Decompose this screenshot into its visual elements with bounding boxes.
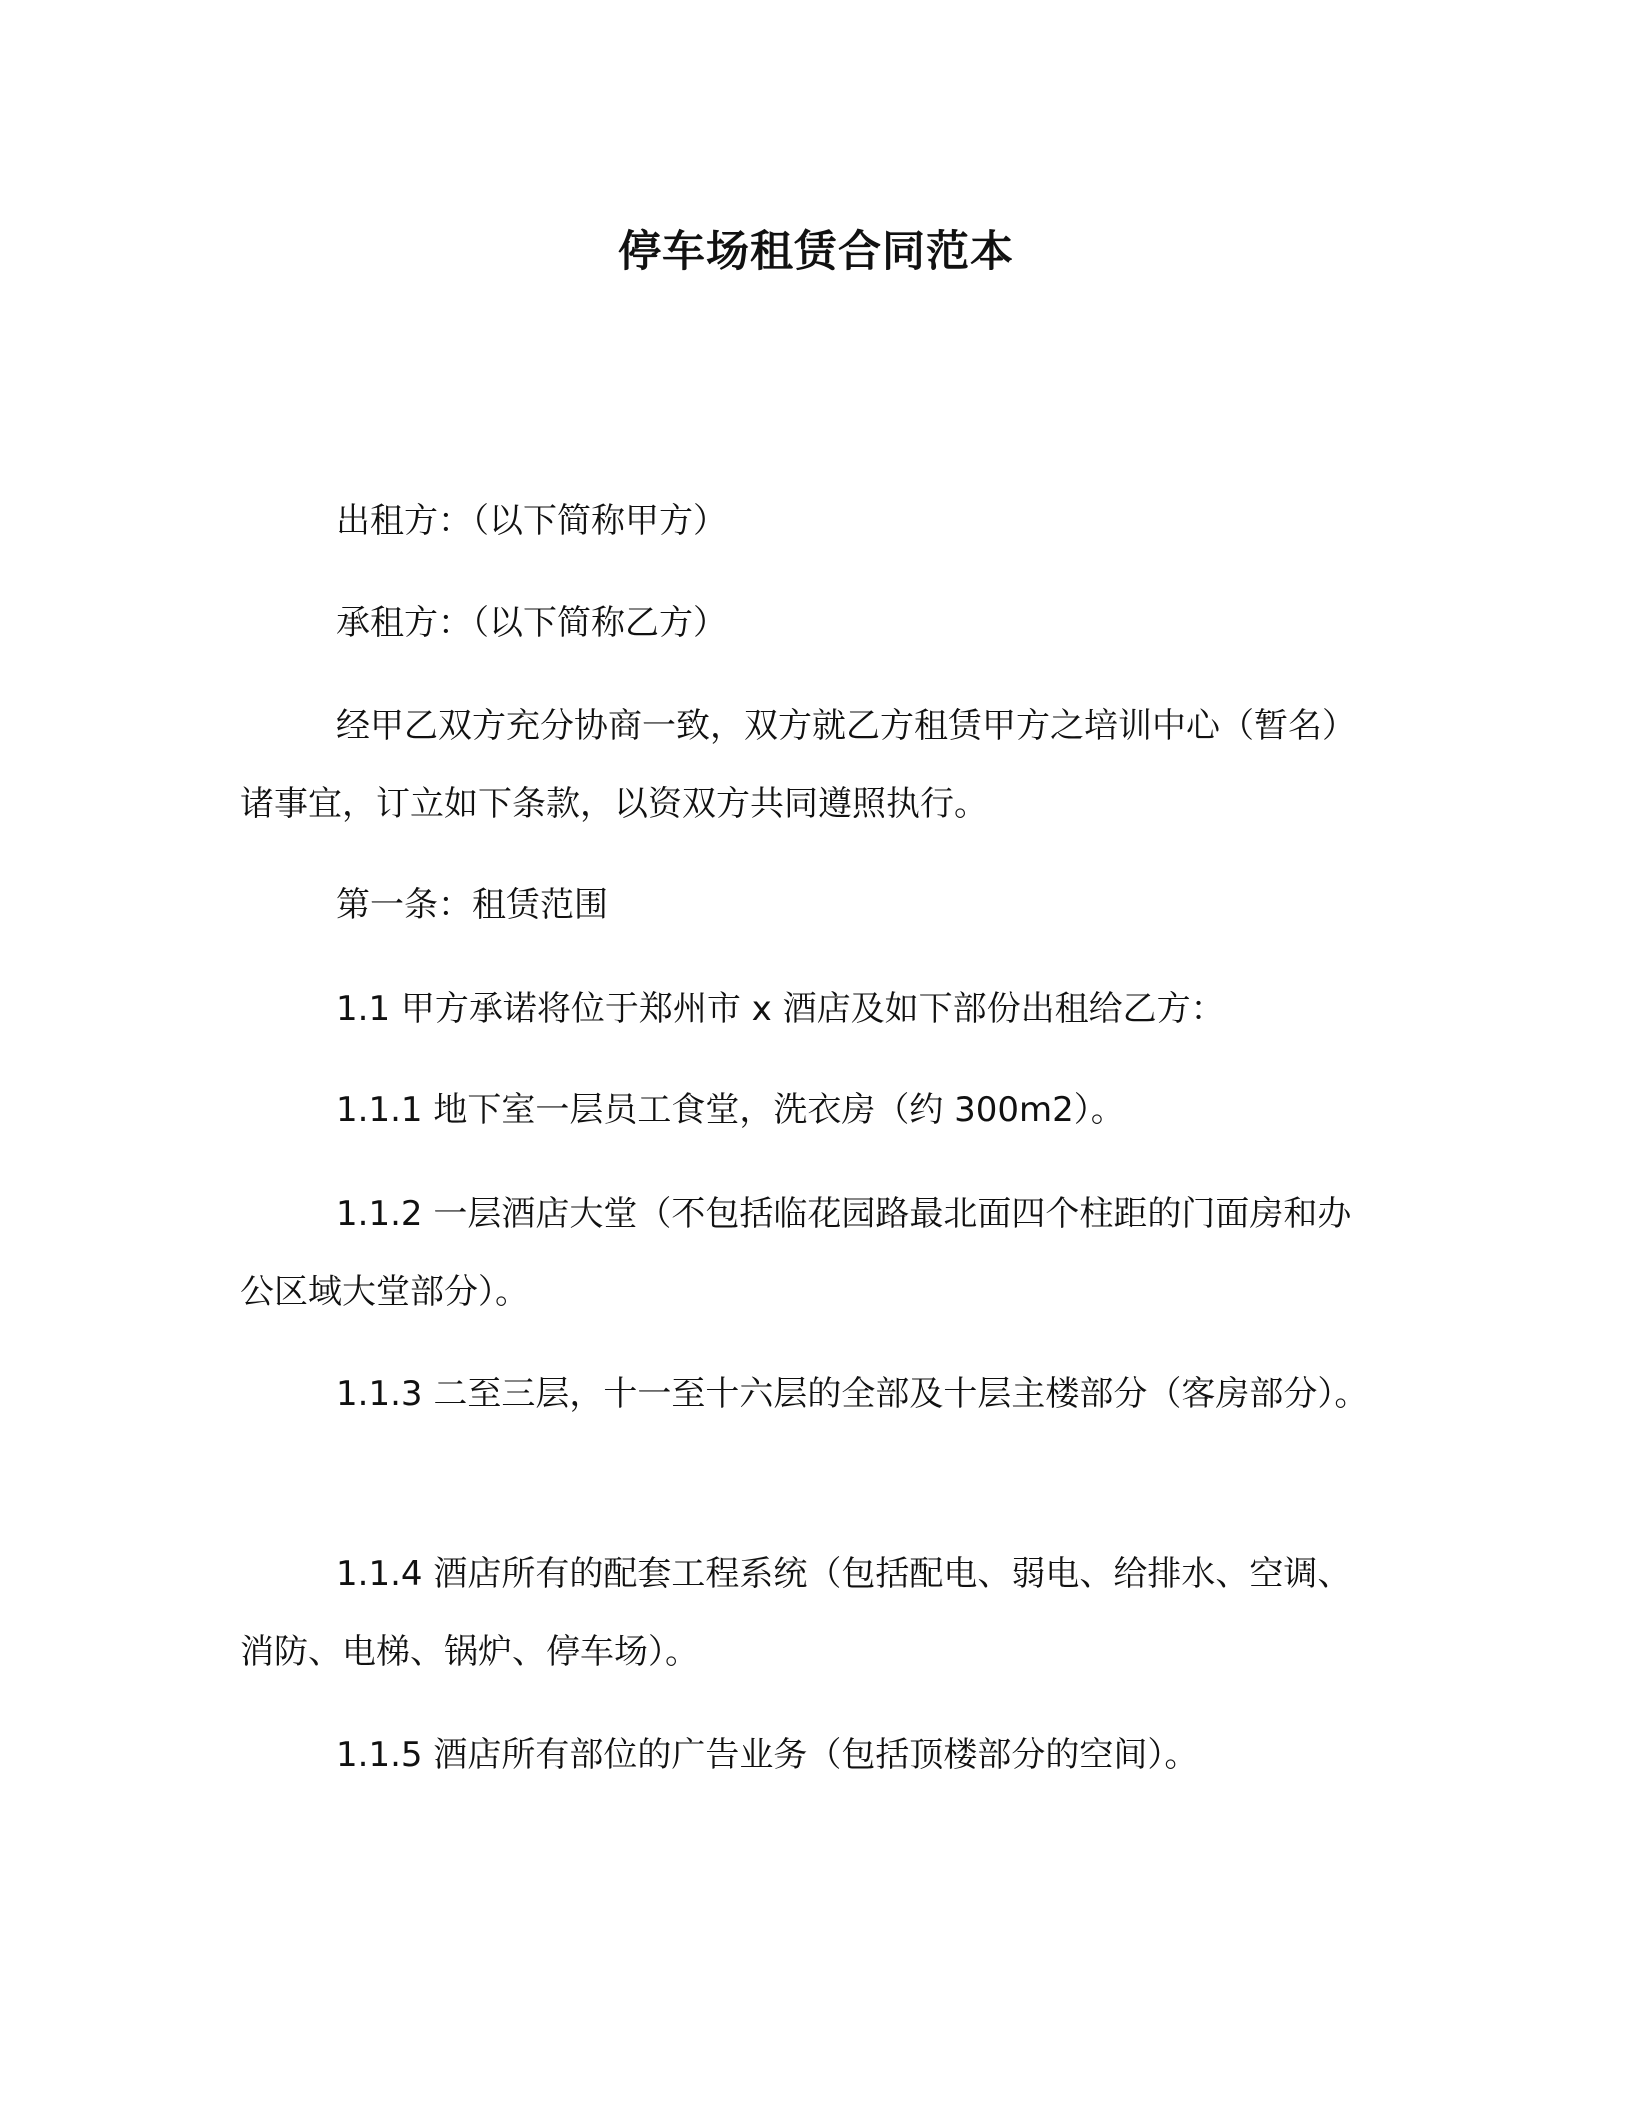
document-title: 停车场租赁合同范本 <box>618 227 1014 277</box>
paragraph-clause-1-1-3: 1.1.3 二至三层，十一至十六层的全部及十层主楼部分（客房部分）。 <box>336 1374 1369 1414</box>
paragraph-clause-1-1: 1.1 甲方承诺将位于郑州市 x 酒店及如下部份出租给乙方： <box>336 989 1225 1029</box>
paragraph-lessor: 出租方：（以下简称甲方） <box>336 501 727 541</box>
paragraph-preamble: 经甲乙双方充分协商一致，双方就乙方租赁甲方之培训中心（暂名）诸事宜，订立如下条款，以资双方共同遵照执行。 <box>240 706 1356 824</box>
paragraph-clause-1-1-1: 1.1.1 地下室一层员工食堂，洗衣房（约 300m2）。 <box>336 1090 1125 1130</box>
paragraph-lessee: 承租方：（以下简称乙方） <box>336 603 727 643</box>
paragraph-clause-1-1-4: 1.1.4 酒店所有的配套工程系统（包括配电、弱电、给排水、空调、消防、电梯、锅炉、停车场）。 <box>240 1554 1352 1672</box>
paragraph-clause-1-1-2: 1.1.2 一层酒店大堂（不包括临花园路最北面四个柱距的门面房和办公区域大堂部分）。 <box>240 1194 1352 1312</box>
paragraph-article-1-heading: 第一条：租赁范围 <box>336 885 608 925</box>
paragraph-clause-1-1-5: 1.1.5 酒店所有部位的广告业务（包括顶楼部分的空间）。 <box>336 1735 1199 1775</box>
